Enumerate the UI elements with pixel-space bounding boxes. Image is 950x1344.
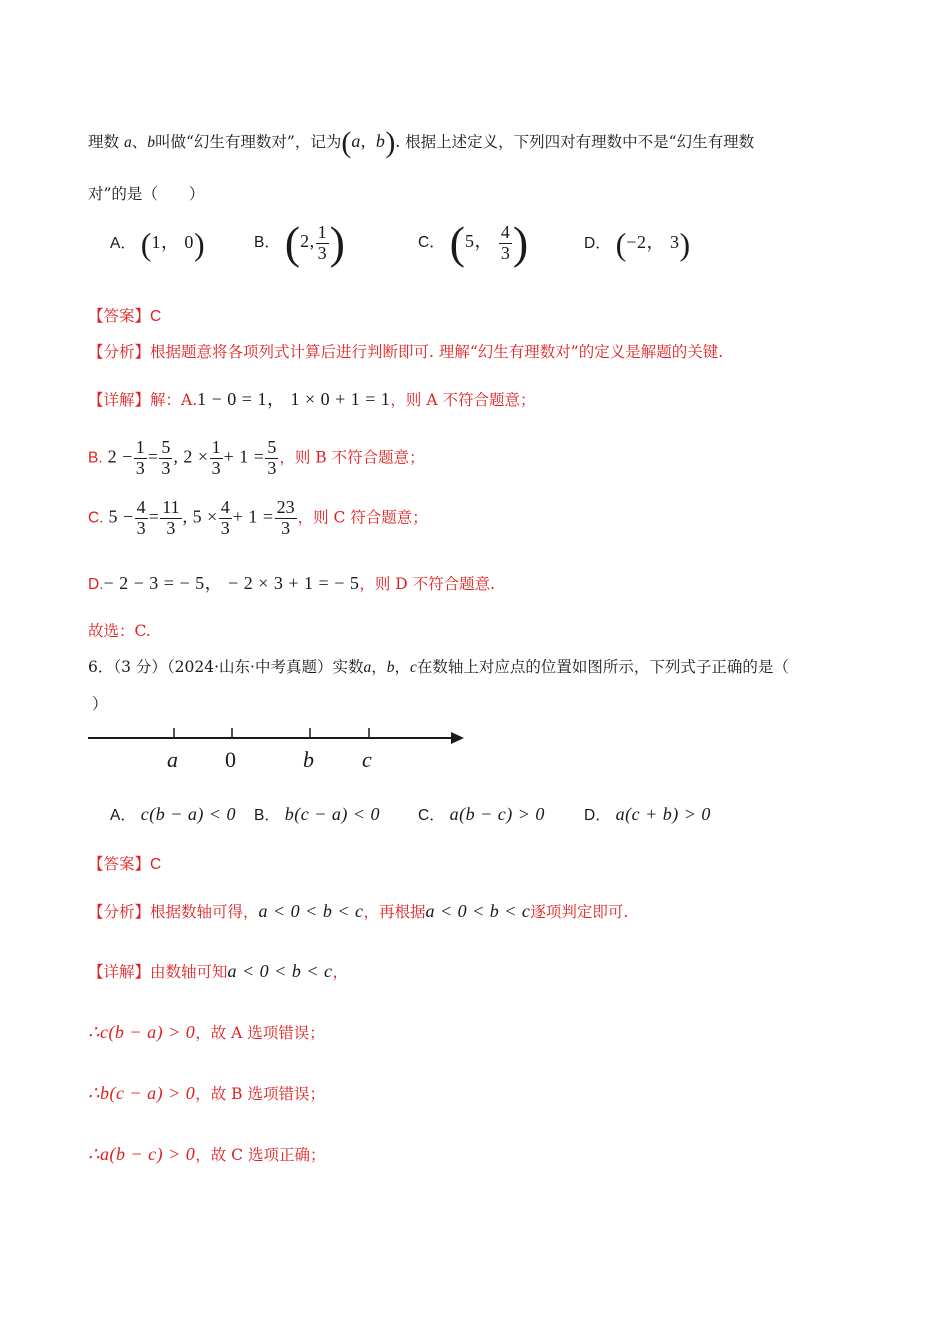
option-label: C． — [418, 807, 445, 824]
option-value: 1， 0 — [151, 232, 194, 252]
intro-line-1 — [88, 128, 754, 158]
math-text: , 2 × — [173, 446, 209, 467]
paren-open: ( — [341, 126, 352, 159]
detail-d-prefix: D. — [88, 576, 104, 593]
paren-close: ) — [193, 226, 205, 262]
option-label: B． — [254, 234, 280, 251]
paren-close: ) — [329, 217, 345, 268]
option-label: D． — [584, 235, 611, 252]
fraction — [160, 498, 181, 539]
intro-text-a: 理数 — [88, 133, 120, 151]
conclusion-text: 故选：C. — [88, 622, 151, 640]
q6-analysis — [88, 900, 628, 922]
pair-comma: , — [360, 131, 376, 151]
intro-sep: 、 — [131, 133, 148, 151]
fraction — [265, 438, 278, 479]
analysis-math: a < 0 < b < c — [425, 901, 531, 921]
fraction — [135, 498, 148, 539]
numerator: 4 — [136, 497, 146, 517]
fraction — [134, 438, 147, 479]
numerator: 5 — [161, 437, 171, 457]
math-text: = — [148, 506, 160, 527]
q6-detail — [88, 960, 348, 982]
option-label: A． — [110, 807, 136, 824]
answer-label: 【答案】 — [88, 307, 151, 325]
q5-option-a — [110, 228, 205, 260]
option-value: −2， 3 — [626, 232, 680, 252]
q5-detail-d — [88, 569, 495, 595]
number-line-diagram — [88, 722, 488, 782]
q6-detail-line-1 — [88, 1021, 325, 1043]
numerator: 23 — [276, 497, 295, 517]
q5-analysis — [88, 340, 723, 362]
option-value: c(b − a) < 0 — [140, 804, 237, 824]
analysis-label: 【分析】 — [88, 343, 151, 361]
q5-detail-b — [88, 438, 425, 479]
detail-c-prefix: C. — [88, 509, 104, 527]
option-whole: 2, — [300, 231, 315, 251]
numerator: 1 — [317, 221, 327, 242]
q6-option-a — [110, 803, 236, 825]
fraction — [219, 498, 232, 539]
axis-label-b: b — [303, 747, 314, 772]
var-a: a — [363, 659, 372, 676]
detail-text: ， — [332, 963, 348, 981]
q6-stem-b: 在数轴上对应点的位置如图所示，下列式子正确的是（ — [416, 658, 789, 676]
axis-label-a: a — [167, 747, 178, 772]
intro-question: 对”的是（ ） — [88, 185, 205, 203]
arrow-head-icon — [451, 732, 464, 744]
fraction — [316, 223, 329, 264]
detail-b-suffix: ，则 B 不符合题意； — [279, 448, 425, 467]
paren-open: ( — [140, 226, 152, 262]
denominator: 3 — [220, 517, 230, 538]
comma: ， — [371, 658, 387, 676]
q5-option-d — [584, 228, 690, 260]
numerator: 1 — [135, 437, 145, 457]
detail-math: ∴b(c − a) > 0 — [88, 1083, 196, 1103]
math-text: 2 − — [107, 446, 133, 467]
denominator: 3 — [267, 457, 277, 478]
detail-math: a < 0 < b < c — [227, 961, 333, 981]
detail-text: ，故 A 选项错误； — [195, 1024, 325, 1042]
option-label: B． — [254, 807, 280, 824]
paren-open: ( — [284, 217, 301, 268]
answer-value: C — [150, 856, 162, 873]
denominator: 3 — [500, 242, 510, 263]
math-text: 5 − — [108, 506, 134, 527]
detail-b-prefix: B. — [88, 449, 103, 467]
option-value: a(c + b) > 0 — [615, 804, 711, 824]
q5-option-b — [254, 217, 345, 268]
detail-d-math: − 2 − 3 = − 5， − 2 × 3 + 1 = − 5 — [103, 573, 360, 593]
option-label: C． — [418, 234, 445, 251]
detail-text: 由数轴可知 — [150, 963, 228, 981]
denominator: 3 — [161, 457, 171, 478]
numerator: 1 — [211, 437, 221, 457]
var-b: b — [386, 659, 395, 676]
fraction — [499, 223, 512, 264]
q6-stem-close-line — [92, 692, 108, 714]
intro-line-2 — [88, 182, 204, 204]
paren-open: ( — [449, 217, 465, 268]
fraction — [210, 438, 223, 479]
numerator: 4 — [500, 221, 510, 242]
paren-open: ( — [615, 226, 627, 262]
q6-option-b — [254, 803, 380, 825]
detail-text: ，故 C 选项正确； — [195, 1146, 326, 1164]
option-label: A． — [110, 235, 136, 252]
denominator: 3 — [281, 517, 291, 538]
fraction — [159, 438, 172, 479]
detail-a-prefix: 解：A. — [150, 391, 198, 409]
answer-value: C — [150, 308, 162, 325]
pair-b: b — [375, 131, 386, 151]
detail-math: ∴a(b − c) > 0 — [88, 1144, 196, 1164]
q5-answer — [88, 304, 161, 326]
analysis-text: 根据数轴可得， — [150, 903, 259, 921]
math-text: = — [147, 446, 159, 467]
q6-stem-close: ） — [92, 695, 108, 713]
intro-text-b: 叫做“幻生有理数对”，记为 — [154, 133, 342, 151]
option-value: a(b − c) > 0 — [449, 804, 545, 824]
numerator: 5 — [267, 437, 277, 457]
answer-label: 【答案】 — [88, 855, 151, 873]
detail-a-suffix: ，则 A 不符合题意； — [390, 391, 536, 409]
q6-option-c — [418, 803, 545, 825]
q6-stem — [88, 655, 789, 677]
analysis-math: a < 0 < b < c — [258, 901, 364, 921]
denominator: 3 — [317, 242, 327, 263]
pair-a: a — [351, 131, 361, 151]
option-value: b(c − a) < 0 — [284, 804, 381, 824]
q6-answer — [88, 852, 161, 874]
axis-label-0: 0 — [225, 747, 236, 772]
denominator: 3 — [166, 517, 176, 538]
q5-detail-c — [88, 498, 428, 539]
intro-text-c: . 根据上述定义，下列四对有理数中不是“幻生有理数 — [395, 133, 755, 151]
option-label: D． — [584, 807, 611, 824]
detail-label: 【详解】 — [88, 391, 151, 409]
denominator: 3 — [211, 457, 221, 478]
q6-stem-a: 6．（3 分）（2024·山东·中考真题）实数 — [88, 658, 364, 676]
q6-option-d — [584, 803, 711, 825]
option-whole: 5， — [464, 231, 493, 251]
q5-conclusion — [88, 619, 151, 641]
paren-close: ) — [385, 126, 396, 159]
detail-text: ，故 B 选项错误； — [195, 1085, 325, 1103]
var-a: a — [123, 134, 132, 151]
numerator: 11 — [162, 497, 180, 517]
detail-label: 【详解】 — [88, 963, 151, 981]
detail-math: ∴c(b − a) > 0 — [88, 1022, 196, 1042]
math-text: + 1 = — [232, 506, 274, 527]
analysis-text: 逐项判定即可. — [530, 903, 629, 921]
var-b: b — [147, 134, 155, 151]
numerator: 4 — [220, 497, 230, 517]
detail-a-math: 1 − 0 = 1， 1 × 0 + 1 = 1 — [197, 389, 391, 409]
detail-d-suffix: ，则 D 不符合题意. — [359, 575, 496, 593]
math-text: , 5 × — [182, 506, 218, 527]
var-c: c — [409, 659, 417, 676]
paren-close: ) — [679, 226, 691, 262]
fraction — [275, 498, 297, 539]
math-text: + 1 = — [223, 446, 265, 467]
paren-close: ) — [512, 217, 529, 268]
q6-detail-line-3 — [88, 1143, 325, 1165]
detail-c-suffix: ，则 C 符合题意； — [297, 508, 428, 527]
q5-option-c — [418, 217, 529, 268]
analysis-text: 根据题意将各项列式计算后进行判断即可. 理解“幻生有理数对”的定义是解题的关键. — [150, 343, 724, 361]
denominator: 3 — [136, 517, 146, 538]
analysis-label: 【分析】 — [88, 903, 151, 921]
analysis-text: ，再根据 — [363, 903, 426, 921]
q6-detail-line-2 — [88, 1082, 325, 1104]
axis-label-c: c — [362, 747, 372, 772]
q5-detail-a — [88, 385, 535, 411]
comma: ， — [394, 658, 410, 676]
denominator: 3 — [135, 457, 145, 478]
